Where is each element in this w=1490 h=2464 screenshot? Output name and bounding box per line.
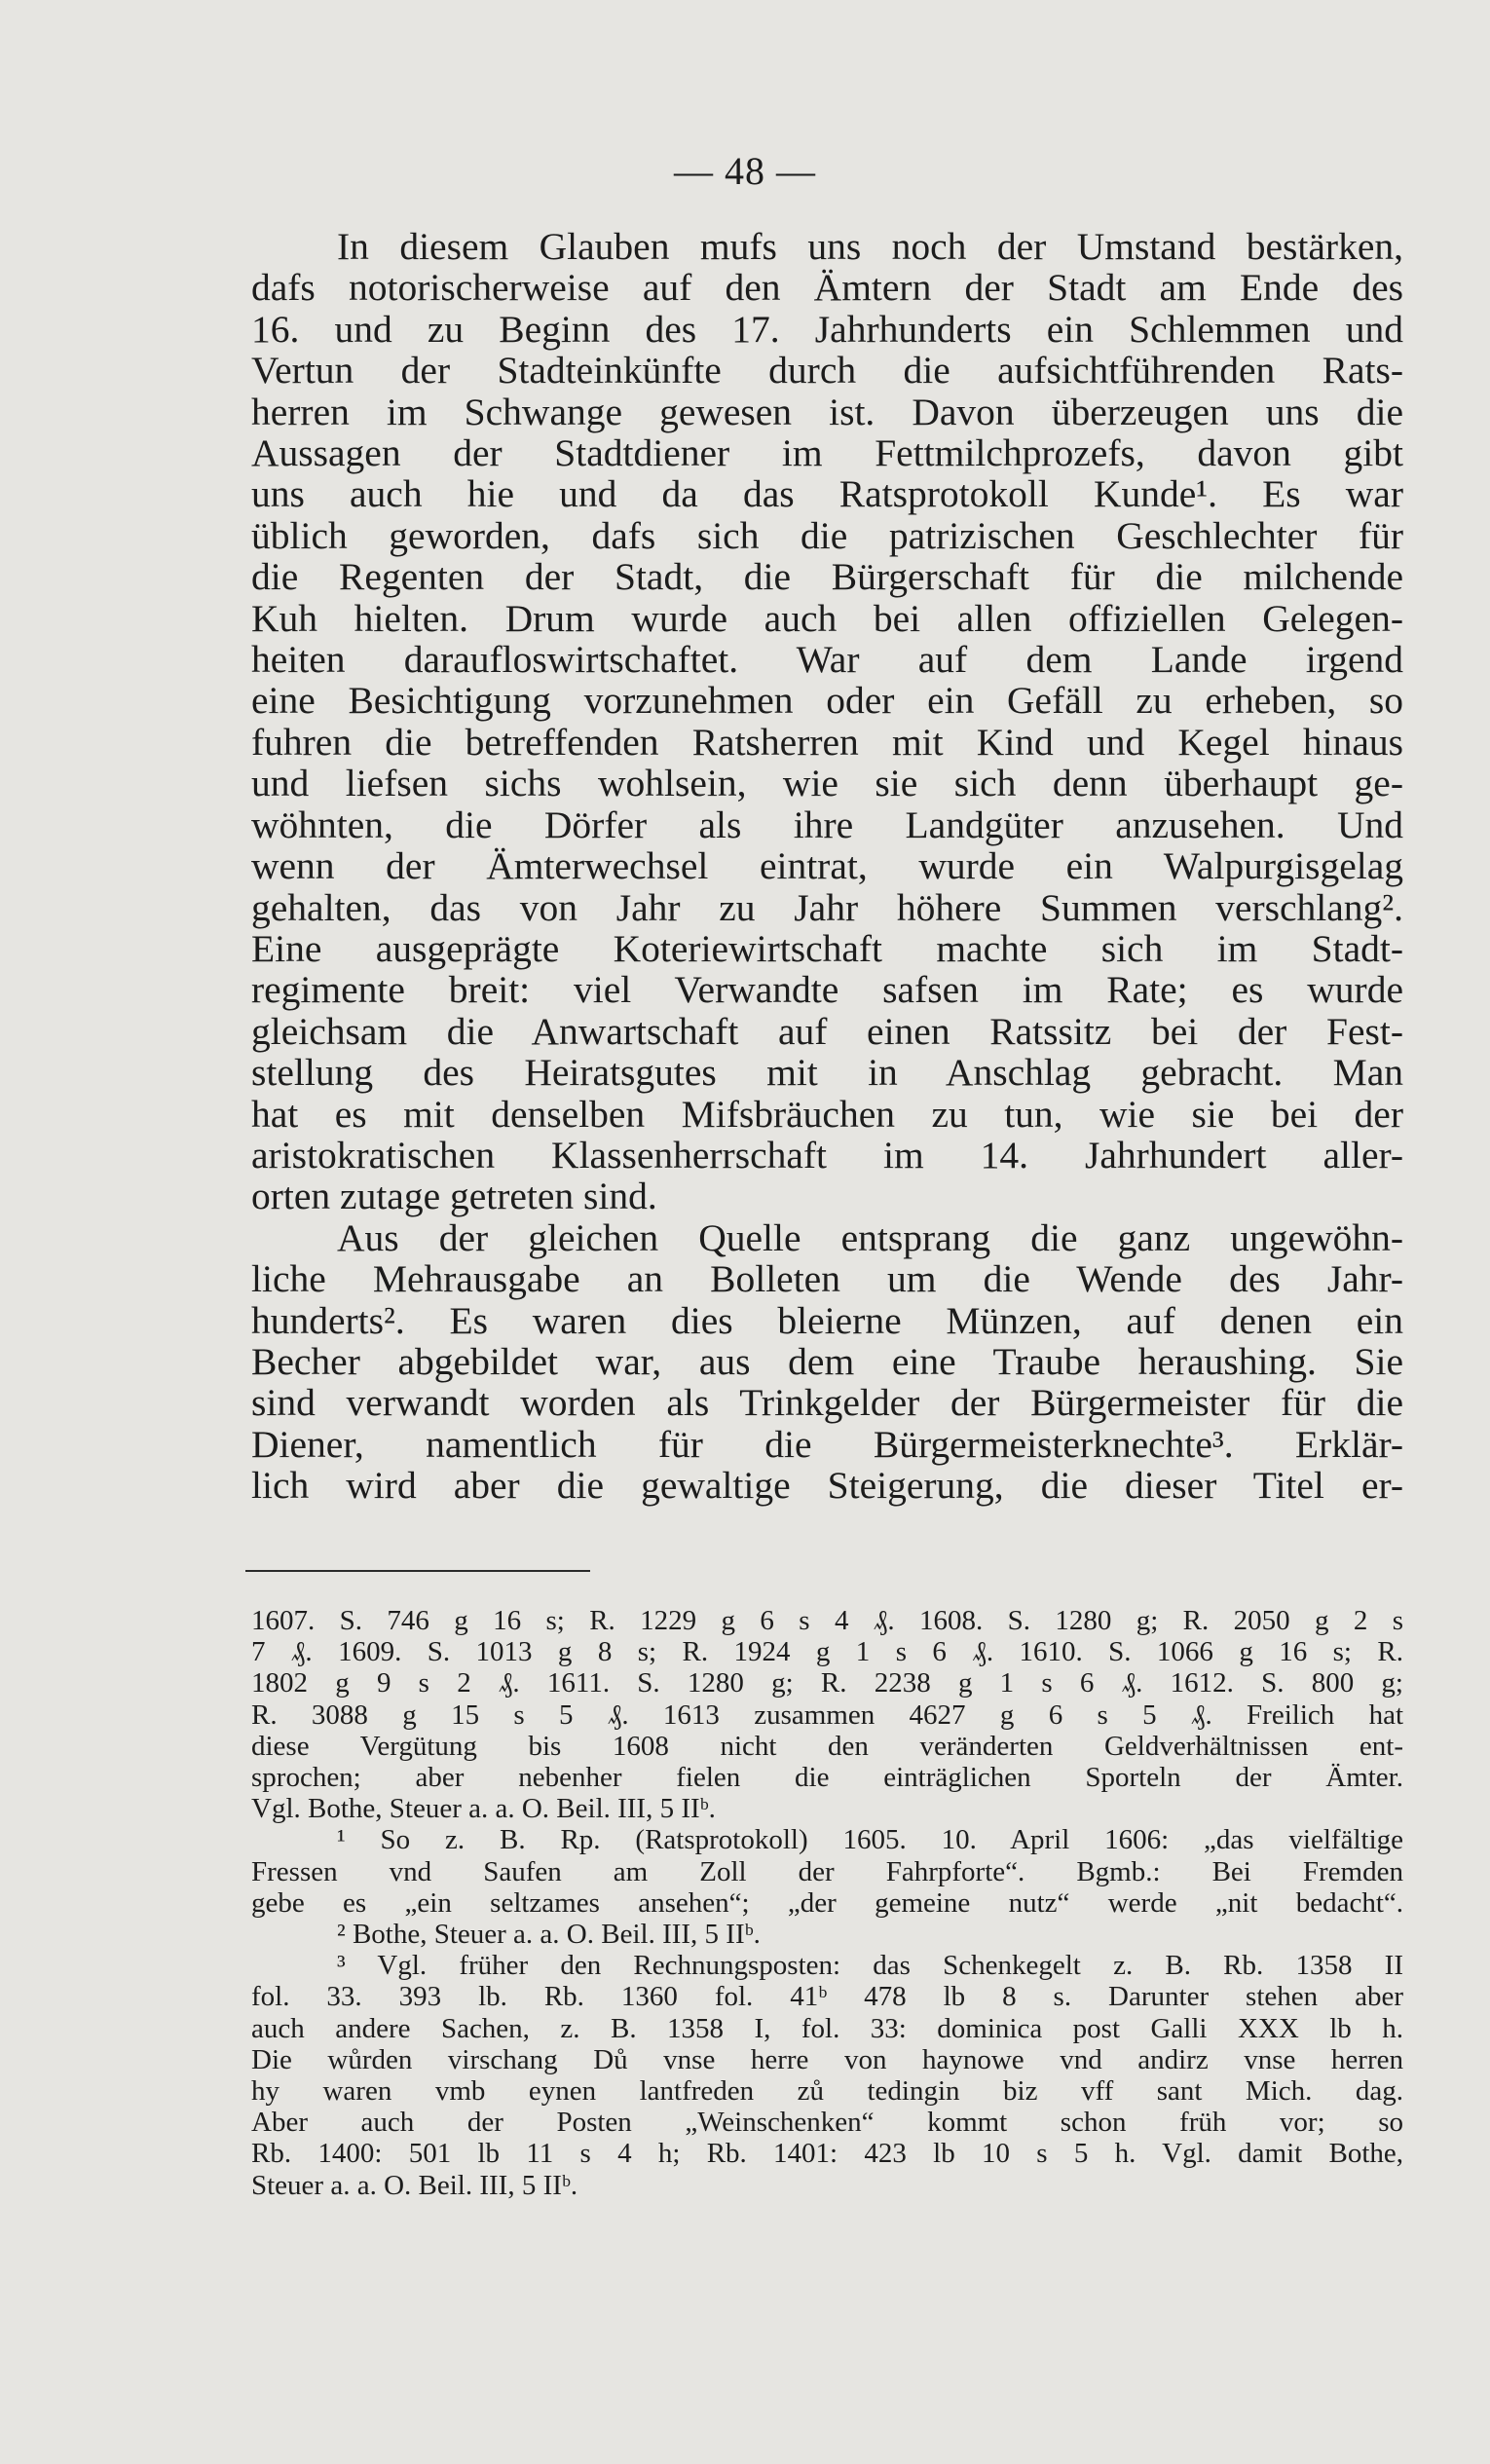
text-line: liche Mehrausgabe an Bolleten um die Wende des Jahr-	[251, 1257, 1403, 1301]
footnote-line: fol. 33. 393 lb. Rb. 1360 fol. 41ᵇ 478 lb 8 s. Darunter stehen aber	[251, 1981, 1403, 2013]
text-line: üblich geworden, dafs sich die patrizischen Geschlechter für	[251, 513, 1403, 557]
text-line: hunderts². Es waren dies bleierne Münzen, auf denen ein	[251, 1298, 1403, 1342]
footnote-line: Rb. 1400: 501 lb 11 s 4 h; Rb. 1401: 423 lb 10 s 5 h. Vgl. damit Bothe,	[251, 2138, 1403, 2170]
text-line: Becher abgebildet war, aus dem eine Traube heraushing. Sie	[251, 1339, 1403, 1383]
text-line: stellung des Heiratsgutes mit in Anschlag gebracht. Man	[251, 1051, 1403, 1095]
text-line: sind verwandt worden als Trinkgelder der Bürgermeister für die	[251, 1381, 1403, 1425]
text-line: Vertun der Stadteinkünfte durch die aufsichtführenden Rats-	[251, 349, 1403, 392]
footnote-line: ¹ So z. B. Rp. (Ratsprotokoll) 1605. 10. April 1606: „das vielfältige	[337, 1824, 1403, 1856]
footnote-line: hy waren vmb eynen lantfreden zů tedingin biz vff sant Mich. dag.	[251, 2075, 1403, 2108]
text-line: In diesem Glauben mufs uns noch der Umstand bestärken,	[337, 225, 1403, 268]
footnote-line: Vgl. Bothe, Steuer a. a. O. Beil. III, 5 IIᵇ.	[251, 1793, 716, 1825]
text-line: uns auch hie und da das Ratsprotokoll Kunde¹. Es war	[251, 472, 1403, 516]
footnote-line: R. 3088 g 15 s 5 ₰. 1613 zusammen 4627 g 6 s 5 ₰. Freilich hat	[251, 1699, 1403, 1731]
text-line: heiten daraufloswirtschaftet. War auf dem Lande irgend	[251, 638, 1403, 682]
text-line: hat es mit denselben Mifsbräuchen zu tun, wie sie bei der	[251, 1092, 1403, 1136]
text-line: eine Besichtigung vorzunehmen oder ein Gefäll zu erheben, so	[251, 679, 1403, 723]
footnote-line: Aber auch der Posten „Weinschenken“ kommt schon früh vor; so	[251, 2107, 1403, 2139]
page-number: — 48 —	[674, 149, 816, 193]
footnote-line: gebe es „ein seltzames ansehen“; „der gemeine nutz“ werde „nit bedacht“.	[251, 1886, 1403, 1919]
text-line: gehalten, das von Jahr zu Jahr höhere Summen verschlang².	[251, 885, 1403, 929]
text-line: dafs notorischerweise auf den Ämtern der Stadt am Ende des	[251, 266, 1403, 310]
main-text	[251, 226, 1403, 1507]
footnotes	[251, 1605, 1403, 2201]
text-line: Aussagen der Stadtdiener im Fettmilchprozefs, davon gibt	[251, 431, 1403, 475]
text-line: aristokratischen Klassenherrschaft im 14. Jahrhundert aller-	[251, 1133, 1403, 1176]
text-line: wöhnten, die Dörfer als ihre Landgüter anzusehen. Und	[251, 803, 1403, 846]
footnote-line: Steuer a. a. O. Beil. III, 5 IIᵇ.	[251, 2169, 578, 2201]
footnote-line: ² Bothe, Steuer a. a. O. Beil. III, 5 IIᵇ.	[337, 1919, 761, 1951]
text-line: orten zutage getreten sind.	[251, 1175, 657, 1218]
text-line: Eine ausgeprägte Koteriewirtschaft machte sich im Stadt-	[251, 926, 1403, 970]
text-line: fuhren die betreffenden Ratsherren mit Kind und Kegel hinaus	[251, 720, 1403, 764]
footnote-line: 7 ₰. 1609. S. 1013 g 8 s; R. 1924 g 1 s 6 ₰. 1610. S. 1066 g 16 s; R.	[251, 1636, 1403, 1668]
footnote-separator	[245, 1570, 590, 1572]
text-line: Kuh hielten. Drum wurde auch bei allen offiziellen Gelegen-	[251, 596, 1403, 640]
text-line: und liefsen sichs wohlsein, wie sie sich denn überhaupt ge-	[251, 762, 1403, 805]
footnote-line: Fressen vnd Saufen am Zoll der Fahrpforte“. Bgmb.: Bei Fremden	[251, 1855, 1403, 1887]
text-line: 16. und zu Beginn des 17. Jahrhunderts ein Schlemmen und	[251, 307, 1403, 351]
footnote-line: ³ Vgl. früher den Rechnungsposten: das Schenkegelt z. B. Rb. 1358 II	[337, 1950, 1403, 1982]
footnote-line: auch andere Sachen, z. B. 1358 I, fol. 33: dominica post Galli XXX lb h.	[251, 2012, 1403, 2044]
footnote-line: diese Vergütung bis 1608 nicht den veränderten Geldverhältnissen ent-	[251, 1730, 1403, 1762]
footnote-line: sprochen; aber nebenher fielen die einträglichen Sporteln der Ämter.	[251, 1762, 1403, 1794]
text-line: gleichsam die Anwartschaft auf einen Ratssitz bei der Fest-	[251, 1009, 1403, 1053]
text-line: Diener, namentlich für die Bürgermeisterknechte³. Erklär-	[251, 1422, 1403, 1466]
text-line: Aus der gleichen Quelle entsprang die ganz ungewöhn-	[337, 1215, 1403, 1259]
text-line: wenn der Ämterwechsel eintrat, wurde ein Walpurgisgelag	[251, 844, 1403, 888]
footnote-line: 1802 g 9 s 2 ₰. 1611. S. 1280 g; R. 2238 g 1 s 6 ₰. 1612. S. 800 g;	[251, 1667, 1403, 1699]
text-line: die Regenten der Stadt, die Bürgerschaft für die milchende	[251, 555, 1403, 599]
footnote-line: 1607. S. 746 g 16 s; R. 1229 g 6 s 4 ₰. 1608. S. 1280 g; R. 2050 g 2 s	[251, 1605, 1403, 1636]
text-line: herren im Schwange gewesen ist. Davon überzeugen uns die	[251, 390, 1403, 433]
text-line: lich wird aber die gewaltige Steigerung, die dieser Titel er-	[251, 1464, 1403, 1508]
text-line: regimente breit: viel Verwandte safsen im Rate; es wurde	[251, 968, 1403, 1012]
footnote-line: Die wůrden virschang Dů vnse herre von haynowe vnd andirz vnse herren	[251, 2043, 1403, 2075]
